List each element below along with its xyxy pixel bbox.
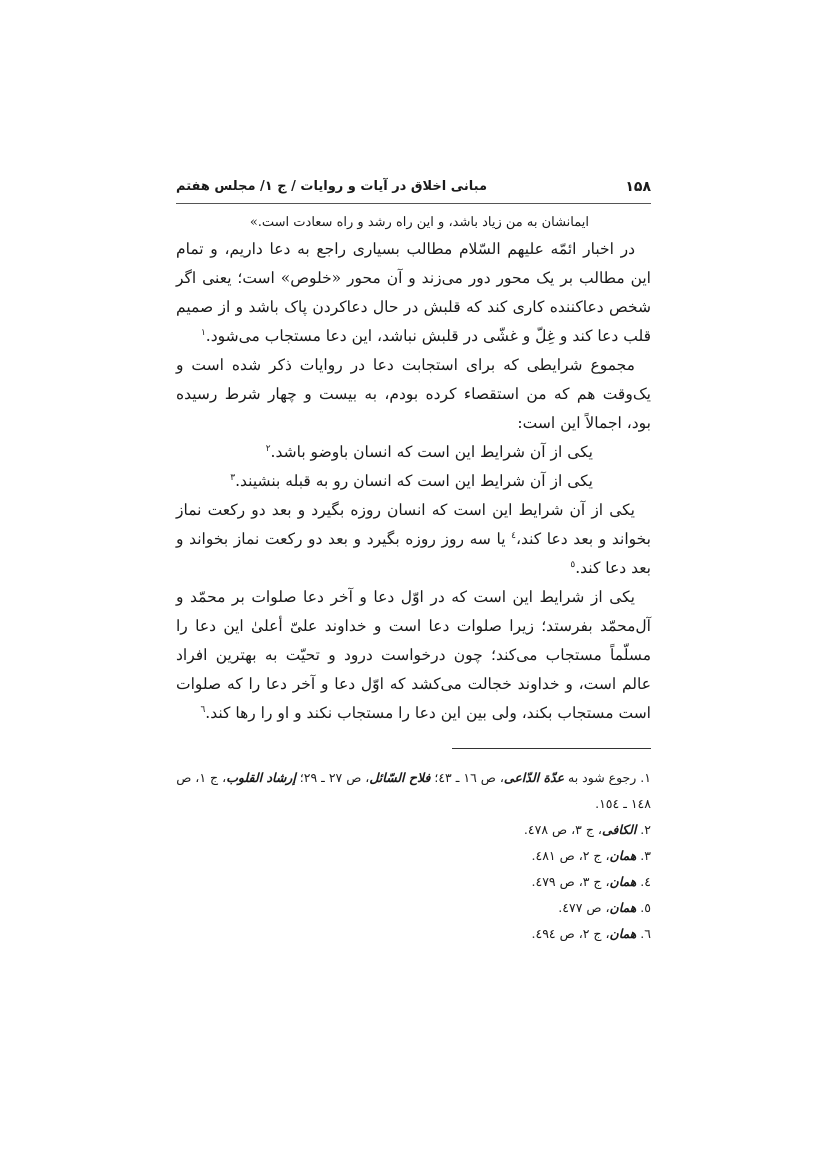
footnote-ref-1[interactable]: ۱ <box>200 327 206 338</box>
footnote-3: ۳. همان، ج ۲، ص ٤۸۱. <box>531 848 651 863</box>
footnote-2: ۲. الکافی، ج ۳، ص ٤۷۸. <box>523 822 651 837</box>
page-number: ۱۵۸ <box>625 179 651 195</box>
footnote-5: ٥. همان، ص ٤۷۷. <box>558 900 651 915</box>
footnotes <box>176 765 651 947</box>
paragraph-0: ایمانشان به من زیاد باشد، و این راه رشد و راه سعادت است.» <box>249 215 589 230</box>
footnote-ref-3[interactable]: ۳ <box>230 472 236 483</box>
paragraph-6: یکی از شرایط این است که در اوّل دعا و آخر دعا صلوات بر محمّد و آل‌محمّد بفرستد؛ زیرا صلوات دعا است و خداوند علیّ أعلیٰ این دعا را مسلّماً مستجاب می‌کند؛ چون درخواست درود و تحیّت به بهترین افراد عالم است، و خداوند خجالت می‌کشد که اوّل دعا و آخر دعا را که صلوات است مستجاب بکند، ولی بین این دعا را مستجاب نکند و او را رها کند.$^٦$ <box>176 588 651 722</box>
footnote-ref-6[interactable]: ٦ <box>200 704 206 715</box>
page-header <box>176 176 651 200</box>
footnote-ref-2[interactable]: ۲ <box>265 443 271 454</box>
paragraph-2: مجموع شرایطی که برای استجابت دعا در روایات ذکر شده است و یک‌وقت هم که من استقصاء کرده بودم، به بیست و چهار شرط رسیده بود، اجمالاً این است: <box>176 356 651 432</box>
paragraph-1: در اخبار ائمّه علیهم السّلام مطالب بسیاری راجع به دعا داریم، و تمام این مطالب بر یک محور دور می‌زند و آن محور «خلوص» است؛ یعنی اگر شخص دعاکننده کاری کند که قلبش در حال دعاکردن پاک باشد و از صمیم قلب دعا کند و غِلّ و غشّی در قلبش نباشد، این دعا مستجاب می‌شود.$^۱$ <box>176 240 651 345</box>
footnote-ref-4[interactable]: ٤ <box>511 530 516 541</box>
footnote-6: ٦. همان، ج ۲، ص ٤۹٤. <box>531 926 651 941</box>
footnote-1: ۱. رجوع شود به عدّة الدّاعی، ص ۱٦ ـ ٤۳؛ فلاح السّائل، ص ۲۷ ـ ۲۹؛ إرشاد القلوب، ج ۱، ص ۱٤۸ ـ ۱٥٤. <box>176 770 651 811</box>
footnote-ref-5[interactable]: ٥ <box>570 559 576 570</box>
paragraph-3: یکی از آن شرایط این است که انسان باوضو باشد.$^۲$ <box>265 443 593 461</box>
running-title: مبانی اخلاق در آیات و روایات / ج ۱/ مجلس هفتم <box>176 179 487 194</box>
paragraph-5: یکی از آن شرایط این است که انسان روزه بگیرد و بعد دو رکعت نماز بخواند و بعد دعا کند،$^٤$ یا سه روز روزه بگیرد و بعد دو رکعت نماز بخواند و بعد دعا کند.$^٥$ <box>176 501 651 577</box>
footnote-4: ٤. همان، ج ۳، ص ٤۷۹. <box>531 874 651 889</box>
header-divider <box>176 203 651 204</box>
paragraph-4: یکی از آن شرایط این است که انسان رو به قبله بنشیند.$^۳$ <box>230 472 593 490</box>
footnote-divider <box>452 748 651 749</box>
main-text <box>176 211 651 728</box>
